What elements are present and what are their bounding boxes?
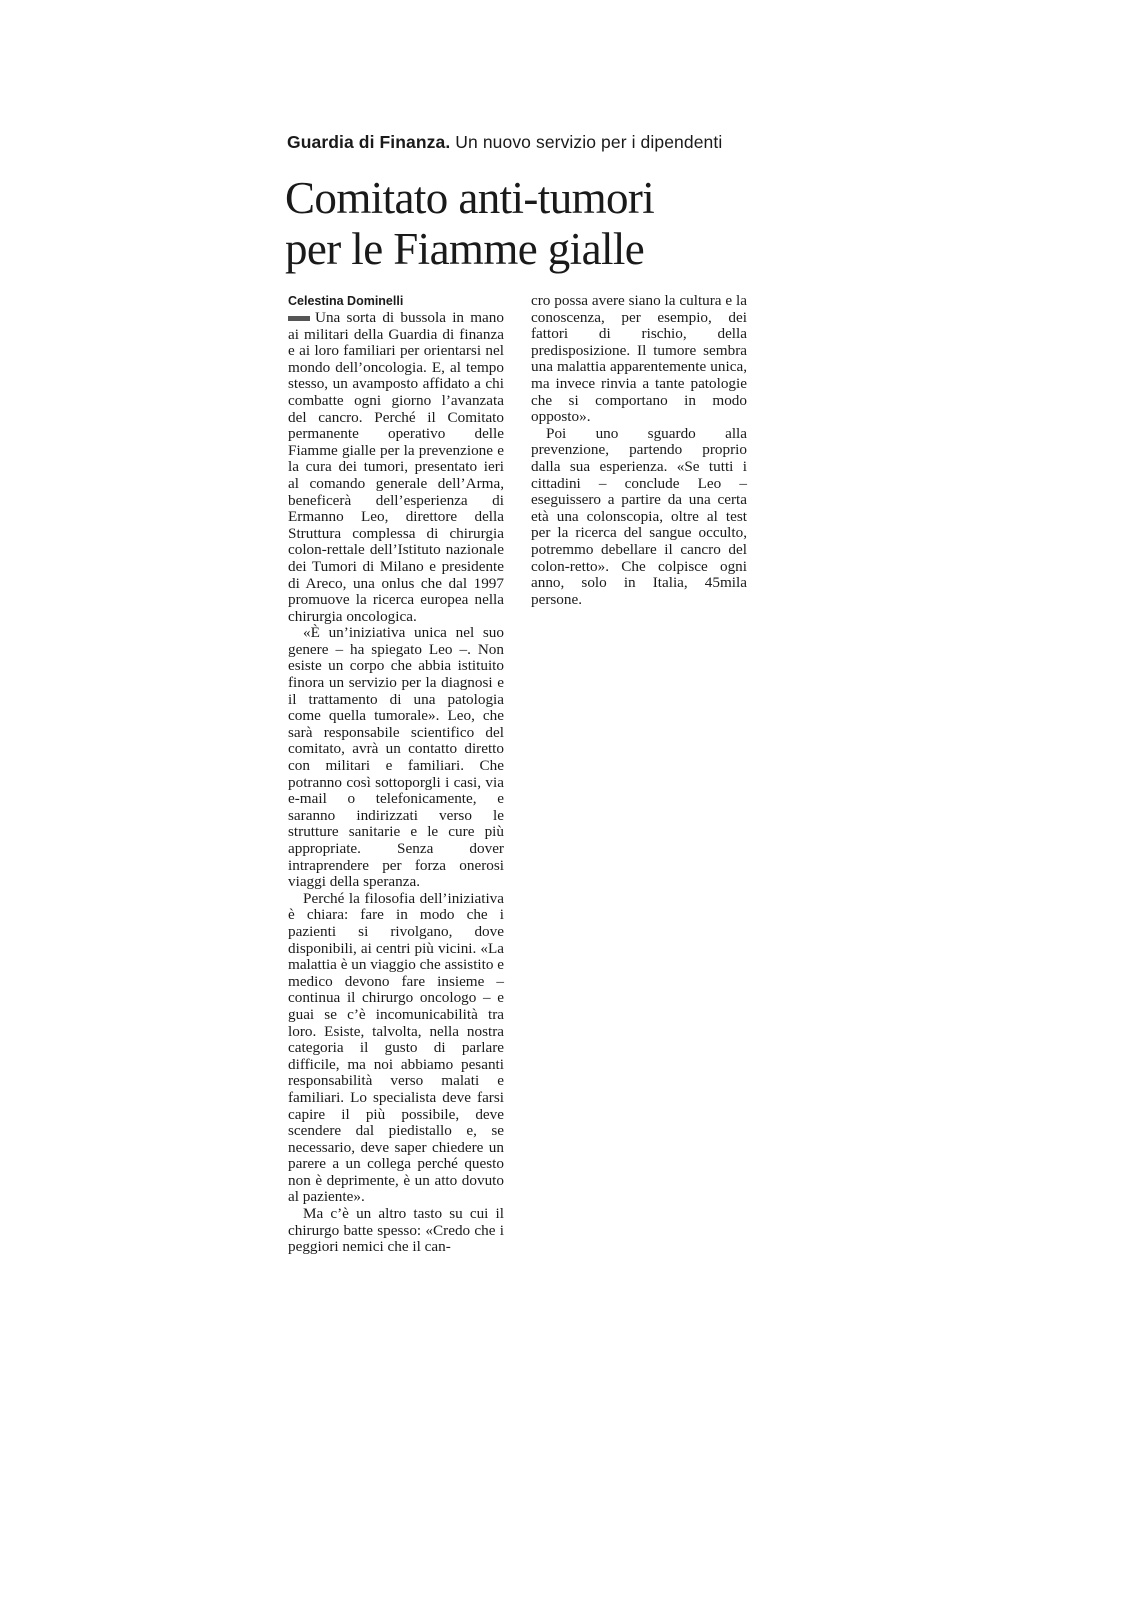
- article-byline: Celestina Dominelli: [288, 294, 404, 308]
- headline-line-2: per le Fiamme gialle: [285, 224, 645, 274]
- paragraph: Perché la filosofia dell’iniziativa è chiara: fare in modo che i pazienti si rivolgano, dove disponibili, ai centri più vicini. «La malattia è un viaggio che assistito e medico devono fare insieme – continua il chirurgo oncologo – e guai se c’è incomunicabilità tra loro. Esiste, talvolta, nella nostra categoria il gusto di parlare difficile, ma noi abbiamo pesanti responsabilità verso malati e familiari. Lo specialista deve farsi capire il più possibile, deve scendere dal piedistallo e, se necessario, deve saper chiedere un parere a un collega perché questo non è deprimente, è un atto dovuto al paziente».: [288, 889, 504, 1206]
- kicker-subtitle: Un nuovo servizio per i dipendenti: [450, 132, 723, 152]
- kicker-section: Guardia di Finanza.: [287, 132, 451, 152]
- article-kicker: [287, 132, 757, 153]
- paragraph: «È un’iniziativa unica nel suo genere – ha spiegato Leo –. Non esiste un corpo che abbia istituito finora un servizio per la diagnosi e il trattamento di una patologia come quella tumorale». Leo, che sarà responsabile scientifico del comitato, avrà un contatto diretto con militari e familiari. Che potranno così sottoporgli i casi, via e-mail o telefonicamente, e saranno indirizzati verso le strutture sanitarie e le cure più appropriate. Senza dover intraprendere per forza onerosi viaggi della speranza.: [288, 624, 504, 891]
- paragraph: Poi uno sguardo alla prevenzione, partendo proprio dalla sua esperienza. «Se tutti i cittadini – conclude Leo – eseguissero a partire da una certa età una colonscopia, oltre al test per la ricerca del sangue occulto, potremmo debellare il cancro del colon-retto». Che colpisce ogni anno, solo in Italia, 45mila persone.: [531, 424, 747, 608]
- article-column-left: [288, 310, 504, 1256]
- article-column-right: [531, 293, 747, 608]
- paragraph: Una sorta di bussola in mano ai militari della Guardia di finanza e ai loro familiari per orientarsi nel mondo dell’oncologia. E, al tempo stesso, un avamposto affidato a chi combatte ogni giorno l’avanzata del cancro. Perché il Comitato permanente operativo delle Fiamme gialle per la prevenzione e la cura dei tumori, presentato ieri al comando generale dell’Arma, beneficerà dell’esperienza di Ermanno Leo, direttore della Struttura complessa di chirurgia colon-rettale dell’Istituto nazionale dei Tumori di Milano e presidente di Areco, una onlus che dal 1997 promuove la ricerca europea nella chirurgia oncologica.: [288, 309, 504, 625]
- headline-line-1: Comitato anti-tumori: [285, 173, 655, 223]
- paragraph: cro possa avere siano la cultura e la conoscenza, per esempio, dei fattori di rischio, della predisposizione. Il tumore sembra una malattia apparentemente unica, ma invece rinvia a tante patologie che si comportano in modo opposto».: [531, 292, 747, 426]
- source-tag-mark: [288, 316, 310, 321]
- paragraph: Ma c’è un altro tasto su cui il chirurgo batte spesso: «Credo che i peggiori nemici che il can-: [288, 1205, 504, 1256]
- article-headline: [285, 173, 745, 275]
